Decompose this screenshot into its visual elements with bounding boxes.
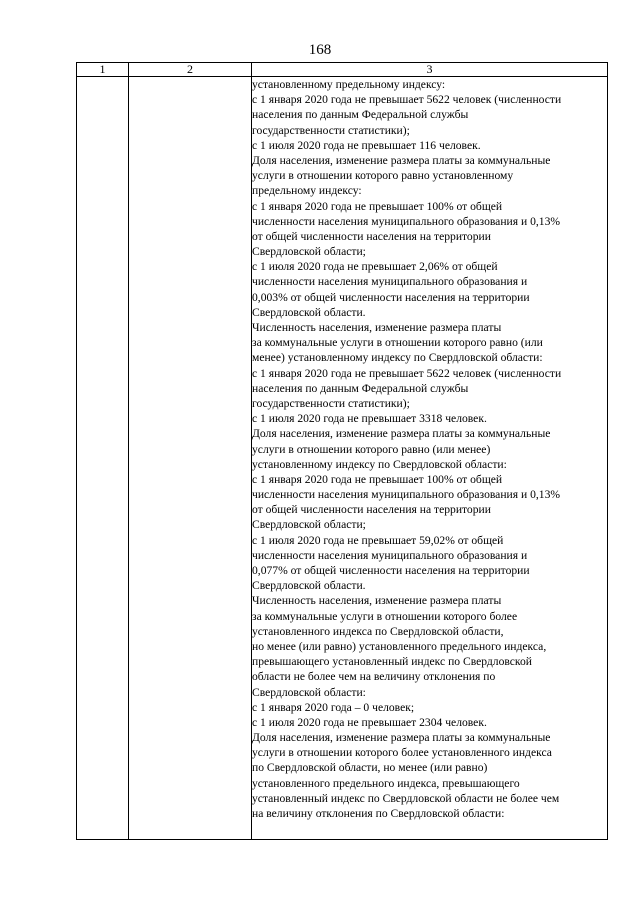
text-line: Свердловской области.: [252, 305, 366, 319]
text-line: численности населения муниципального образования и: [252, 275, 528, 289]
table-row: [77, 77, 608, 840]
table-header-row: [77, 63, 608, 77]
text-line: предельному индексу:: [252, 184, 362, 198]
text-line: менее) установленному индексу по Свердловской области:: [252, 351, 543, 365]
text-line: государственности статистики);: [252, 396, 410, 410]
text-line: с 1 января 2020 года не превышает 5622 человек (численности: [252, 93, 562, 107]
text-line: за коммунальные услуги в отношении которого равно (или: [252, 336, 543, 350]
text-line: государственности статистики);: [252, 123, 410, 137]
text-line: с 1 июля 2020 года не превышает 2,06% от общей: [252, 260, 498, 274]
page-number: 168: [308, 42, 332, 58]
text-line: на величину отклонения по Свердловской области:: [252, 807, 505, 820]
text-line: Доля населения, изменение размера платы за коммунальные: [252, 153, 551, 167]
text-line: превышающего установленный индекс по Свердловской: [252, 655, 532, 669]
text-line: с 1 января 2020 года не превышает 100% от общей: [252, 472, 503, 486]
text-line: установленного предельного индекса, превышающего: [252, 776, 520, 790]
text-line: численности населения муниципального образования и 0,13%: [252, 214, 561, 228]
text-line: услуги в отношении которого более установленного индекса: [252, 746, 552, 760]
text-line: с 1 января 2020 года не превышает 100% от общей: [252, 199, 503, 213]
text-line: 0,003% от общей численности населения на территории: [252, 290, 530, 304]
text-line: с 1 июля 2020 года не превышает 3318 человек.: [252, 412, 487, 426]
text-line: установленного индекса по Свердловской области,: [252, 624, 504, 638]
text-line: численности населения муниципального образования и 0,13%: [252, 488, 561, 502]
text-line: с 1 июля 2020 года не превышает 59,02% от общей: [252, 533, 504, 547]
text-line: 0,077% от общей численности населения на территории: [252, 564, 530, 577]
text-line: от общей численности населения на территории: [252, 503, 491, 517]
text-line: Численность населения, изменение размера платы: [252, 594, 502, 608]
text-line: по Свердловской области, но менее (или равно): [252, 761, 488, 775]
column-header-3: 3: [252, 63, 608, 77]
text-line: Свердловской области.: [252, 579, 366, 593]
text-line: населения по данным Федеральной службы: [252, 381, 469, 395]
text-line: Численность населения, изменение размера платы: [252, 321, 502, 334]
text-line: Доля населения, изменение размера платы за коммунальные: [252, 427, 551, 441]
text-line: услуги в отношении которого равно установленному: [252, 169, 514, 183]
text-line: установленный индекс по Свердловской области не более чем: [252, 791, 560, 805]
column-header-1: 1: [77, 63, 129, 77]
cell-column-3: [252, 77, 608, 840]
text-line: населения по данным Федеральной службы: [252, 108, 469, 122]
text-line: с 1 января 2020 года не превышает 5622 человек (численности: [252, 366, 562, 380]
text-line: численности населения муниципального образования и: [252, 548, 528, 562]
text-line: Свердловской области:: [252, 685, 366, 699]
text-line: с 1 января 2020 года – 0 человек;: [252, 700, 415, 714]
cell-column-1: [77, 77, 129, 840]
text-line: Свердловской области;: [252, 518, 366, 532]
text-line: области не более чем на величину отклонения по: [252, 670, 496, 684]
column-header-2: 2: [129, 63, 252, 77]
text-line: установленному индексу по Свердловской области:: [252, 457, 507, 471]
text-line: Свердловской области;: [252, 245, 366, 259]
text-line: но менее (или равно) установленного предельного индекса,: [252, 639, 547, 653]
text-line: от общей численности населения на территории: [252, 229, 491, 243]
text-line: за коммунальные услуги в отношении которого более: [252, 609, 518, 623]
text-line: с 1 июля 2020 года не превышает 116 человек.: [252, 138, 481, 152]
cell-column-2: [129, 77, 252, 840]
text-line: услуги в отношении которого равно (или менее): [252, 442, 491, 456]
text-line: Доля населения, изменение размера платы за коммунальные: [252, 731, 551, 745]
text-line: установленному предельному индексу:: [252, 78, 446, 91]
document-table: [76, 62, 608, 840]
text-line: с 1 июля 2020 года не превышает 2304 человек.: [252, 715, 487, 729]
